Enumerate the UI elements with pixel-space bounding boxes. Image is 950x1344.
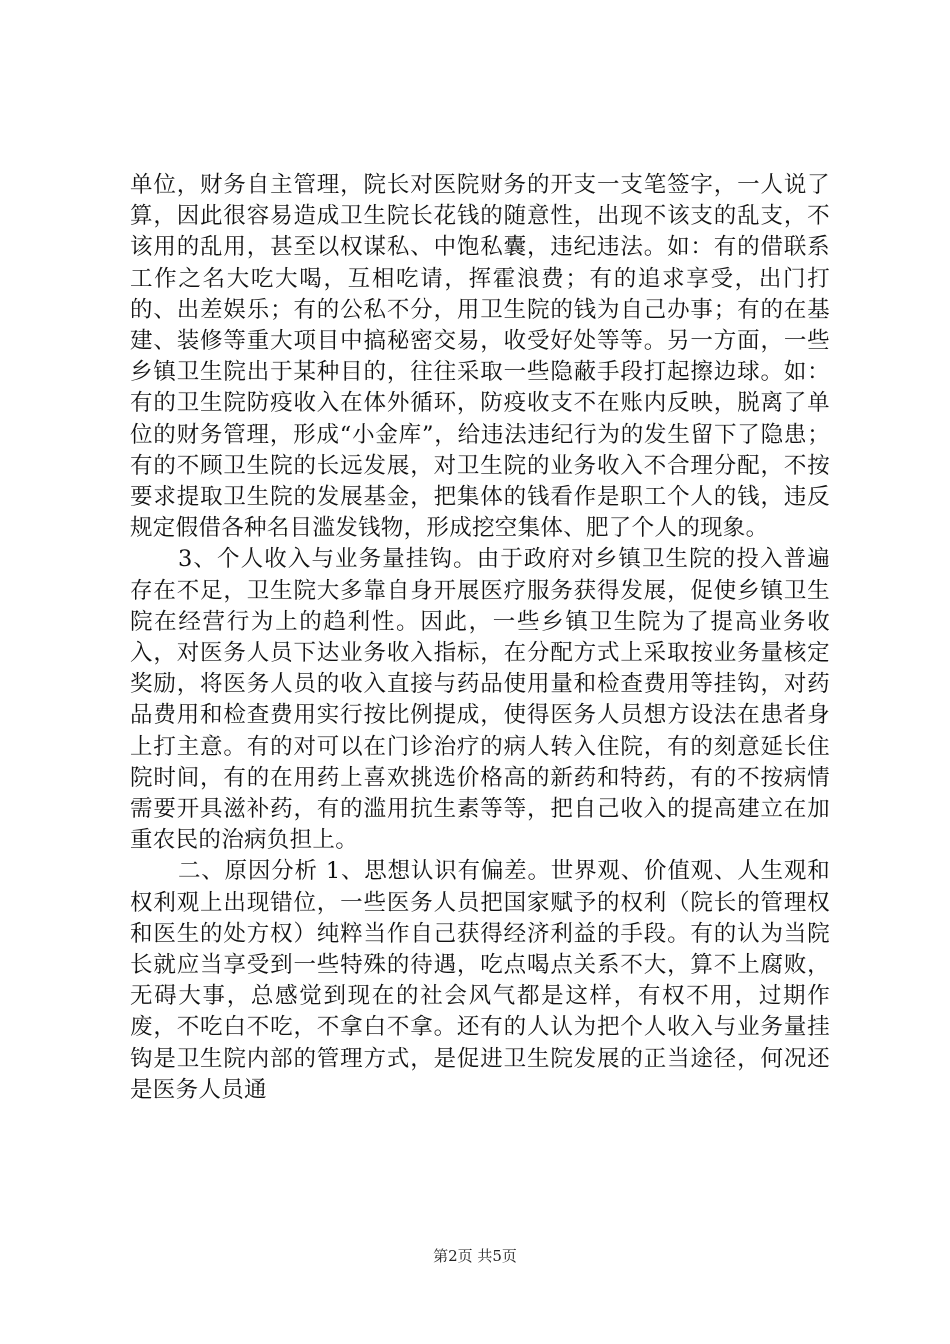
page-footer: 第2页 共5页 xyxy=(433,1247,517,1265)
paragraph-cause-analysis: 二、原因分析 1、思想认识有偏差。世界观、价值观、人生观和权利观上出现错位，一些医务人员把国家赋予的权利（院长的管理权和医生的处方权）纯粹当作自己获得经济利益的手段。有的认为当院长就应当享受到一些特殊的待遇，吃点喝点关系不大，算不上腐败，无碍大事，总感觉到现在的社会风气都是这样，有权不用，过期作废，不吃白不吃，不拿白不拿。还有的人认为把个人收入与业务量挂钩是卫生院内部的管理方式，是促进卫生院发展的正当途径，何况还是医务人员通 xyxy=(130,858,830,1103)
body-text xyxy=(130,170,830,1106)
paragraph-income-linkage: 3、个人收入与业务量挂钩。由于政府对乡镇卫生院的投入普遍存在不足，卫生院大多靠自身开展医疗服务获得发展，促使乡镇卫生院在经营行为上的趋利性。因此，一些乡镇卫生院为了提高业务收入，对医务人员下达业务收入指标，在分配方式上采取按业务量核定奖励，将医务人员的收入直接与药品使用量和检查费用等挂钩，对药品费用和检查费用实行按比例提成，使得医务人员想方设法在患者身上打主意。有的对可以在门诊治疗的病人转入住院，有的刻意延长住院时间，有的在用药上喜欢挑选价格高的新药和特药，有的不按病情需要开具滋补药，有的滥用抗生素等等，把自己收入的提高建立在加重农民的治病负担上。 xyxy=(130,546,830,854)
paragraph-finance-management: 单位，财务自主管理，院长对医院财务的开支一支笔签字，一人说了算，因此很容易造成卫生院长花钱的随意性，出现不该支的乱支，不该用的乱用，甚至以权谋私、中饱私囊，违纪违法。如：有的借联系工作之名大吃大喝，互相吃请，挥霍浪费；有的追求享受，出门打的、出差娱乐；有的公私不分，用卫生院的钱为自己办事；有的在基建、装修等重大项目中搞秘密交易，收受好处等等。另一方面，一些乡镇卫生院出于某种目的，往往采取一些隐蔽手段打起擦边球。如：有的卫生院防疫收入在体外循环，防疫收支不在账内反映，脱离了单位的财务管理，形成“小金库”，给违法违纪行为的发生留下了隐患；有的不顾卫生院的长远发展，对卫生院的业务收入不合理分配，不按要求提取卫生院的发展基金，把集体的钱看作是职工个人的钱，违反规定假借各种名目滥发钱物，形成挖空集体、肥了个人的现象。 xyxy=(130,172,830,542)
